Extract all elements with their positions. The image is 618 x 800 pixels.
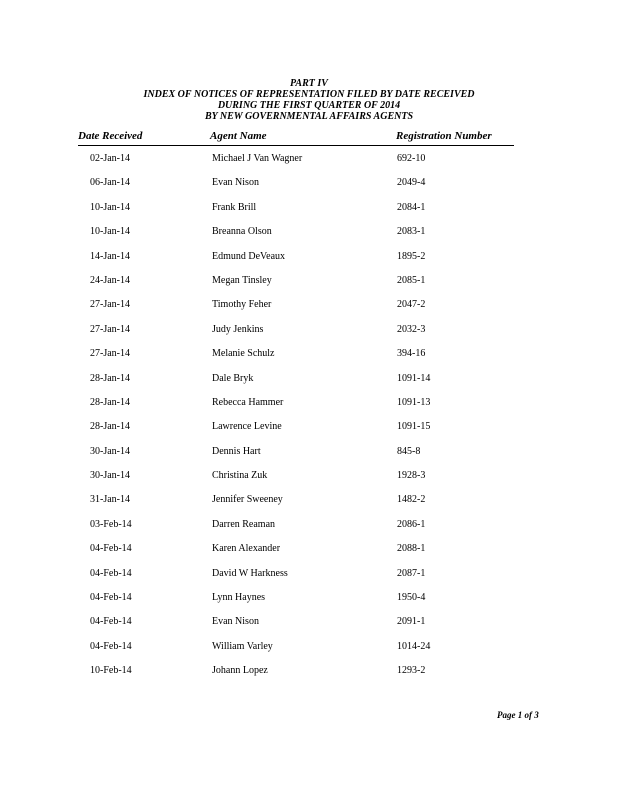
- date-cell: 31-Jan-14: [90, 494, 130, 506]
- date-cell: 30-Jan-14: [90, 470, 130, 482]
- agent-cell: Christina Zuk: [212, 470, 268, 482]
- registration-cell: 1091-13: [397, 396, 431, 408]
- table-row: [78, 542, 514, 566]
- agent-cell: Edmund DeVeaux: [212, 250, 286, 262]
- part-heading: PART IV: [290, 78, 328, 89]
- header-divider: [78, 145, 514, 146]
- column-header-registration: Registration Number: [396, 130, 492, 142]
- date-cell: 28-Jan-14: [90, 396, 130, 408]
- table-row: [78, 493, 514, 517]
- agent-cell: Frank Brill: [212, 201, 257, 213]
- registration-cell: 2091-1: [397, 616, 426, 628]
- date-cell: 03-Feb-14: [90, 518, 132, 530]
- registration-cell: 1895-2: [397, 250, 426, 262]
- agent-cell: Dale Bryk: [212, 372, 254, 384]
- registration-cell: 1293-2: [397, 665, 426, 677]
- agent-cell: Melanie Schulz: [212, 348, 275, 360]
- date-cell: 04-Feb-14: [90, 616, 132, 628]
- agent-cell: Johann Lopez: [212, 665, 268, 677]
- page-number: Page 1 of 3: [497, 710, 539, 720]
- registration-cell: 1091-15: [397, 421, 431, 433]
- column-header-date: Date Received: [78, 130, 143, 142]
- table-row: [78, 250, 514, 274]
- registration-cell: 692-10: [397, 153, 426, 164]
- agent-cell: William Varley: [212, 640, 273, 652]
- date-cell: 24-Jan-14: [90, 274, 130, 286]
- date-cell: 27-Jan-14: [90, 348, 130, 360]
- registration-cell: 2085-1: [397, 274, 426, 286]
- agent-cell: Karen Alexander: [212, 543, 281, 555]
- date-cell: 28-Jan-14: [90, 421, 130, 433]
- table-row: [78, 615, 514, 639]
- agent-cell: Dennis Hart: [212, 445, 261, 457]
- date-cell: 30-Jan-14: [90, 445, 130, 457]
- table-row: [78, 274, 514, 298]
- registration-cell: 2088-1: [397, 543, 426, 555]
- registration-cell: 1014-24: [397, 640, 431, 652]
- agent-cell: Megan Tinsley: [212, 274, 272, 286]
- registration-cell: 2087-1: [397, 567, 426, 579]
- agent-cell: Jennifer Sweeney: [212, 494, 283, 506]
- table-row: [78, 176, 514, 200]
- column-headers: [78, 130, 514, 144]
- agent-cell: Judy Jenkins: [212, 323, 264, 335]
- column-header-agent: Agent Name: [210, 130, 267, 142]
- table-row: [78, 225, 514, 249]
- registration-cell: 2049-4: [397, 177, 426, 189]
- report-header: [0, 78, 618, 122]
- agent-cell: Breanna Olson: [212, 226, 272, 238]
- date-cell: 04-Feb-14: [90, 640, 132, 652]
- agent-cell: Rebecca Hammer: [212, 396, 284, 408]
- date-cell: 04-Feb-14: [90, 543, 132, 555]
- agent-cell: Darren Reaman: [212, 518, 276, 530]
- table-row: [78, 201, 514, 225]
- table-row: [78, 518, 514, 542]
- registration-cell: 394-16: [397, 348, 426, 360]
- table-row: [78, 445, 514, 469]
- registration-cell: 1091-14: [397, 372, 431, 384]
- table-row: [78, 567, 514, 591]
- date-cell: 04-Feb-14: [90, 592, 132, 604]
- title-line-1: INDEX OF NOTICES OF REPRESENTATION FILED BY DATE RECEIVED: [143, 89, 475, 100]
- agent-cell: Timothy Feher: [212, 299, 272, 311]
- table-row: [78, 298, 514, 322]
- agent-cell: Evan Nison: [212, 177, 259, 189]
- registration-cell: 845-8: [397, 445, 421, 457]
- table-row: [78, 152, 514, 176]
- registration-cell: 1482-2: [397, 494, 426, 506]
- agent-table: [78, 152, 514, 689]
- table-row: [78, 664, 514, 688]
- agent-cell: David W Harkness: [212, 567, 288, 579]
- date-cell: 02-Jan-14: [90, 153, 130, 164]
- agent-cell: Evan Nison: [212, 616, 259, 628]
- table-row: [78, 372, 514, 396]
- date-cell: 10-Jan-14: [90, 226, 130, 238]
- table-row: [78, 396, 514, 420]
- date-cell: 28-Jan-14: [90, 372, 130, 384]
- registration-cell: 2086-1: [397, 518, 426, 530]
- table-row: [78, 347, 514, 371]
- registration-cell: 2084-1: [397, 201, 426, 213]
- table-row: [78, 640, 514, 664]
- agent-cell: Michael J Van Wagner: [212, 153, 303, 164]
- agent-cell: Lawrence Levine: [212, 421, 282, 433]
- registration-cell: 2032-3: [397, 323, 426, 335]
- date-cell: 04-Feb-14: [90, 567, 132, 579]
- date-cell: 10-Feb-14: [90, 665, 132, 677]
- date-cell: 14-Jan-14: [90, 250, 130, 262]
- registration-cell: 2047-2: [397, 299, 426, 311]
- registration-cell: 1928-3: [397, 470, 426, 482]
- title-line-2: DURING THE FIRST QUARTER OF 2014: [217, 100, 401, 111]
- table-row: [78, 591, 514, 615]
- table-row: [78, 469, 514, 493]
- date-cell: 10-Jan-14: [90, 201, 130, 213]
- date-cell: 27-Jan-14: [90, 299, 130, 311]
- date-cell: 27-Jan-14: [90, 323, 130, 335]
- registration-cell: 2083-1: [397, 226, 426, 238]
- registration-cell: 1950-4: [397, 592, 426, 604]
- table-row: [78, 323, 514, 347]
- date-cell: 06-Jan-14: [90, 177, 130, 189]
- agent-cell: Lynn Haynes: [212, 592, 266, 604]
- title-line-3: BY NEW GOVERNMENTAL AFFAIRS AGENTS: [204, 111, 414, 122]
- table-row: [78, 420, 514, 444]
